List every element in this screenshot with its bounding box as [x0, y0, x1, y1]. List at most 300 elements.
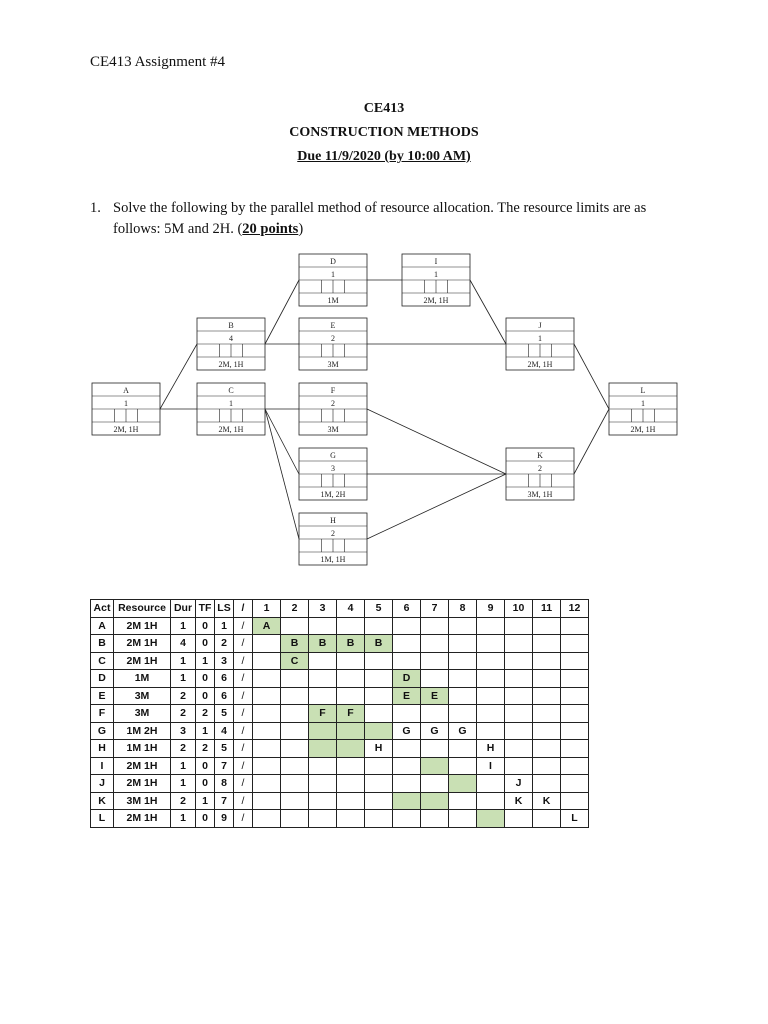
node-label: I	[434, 257, 438, 266]
resource-cell: 3M	[114, 687, 171, 705]
schedule-cell	[505, 722, 533, 740]
question-close: )	[298, 221, 304, 237]
late-start-cell: 2	[215, 635, 234, 653]
node-duration: 2	[538, 464, 542, 473]
late-start-cell: 3	[215, 652, 234, 670]
column-header: 9	[477, 600, 505, 618]
node-duration: 1	[538, 334, 542, 343]
table-row	[91, 757, 589, 775]
column-header: 12	[561, 600, 589, 618]
schedule-cell	[449, 617, 477, 635]
schedule-cell	[561, 792, 589, 810]
schedule-cell	[337, 652, 365, 670]
schedule-cell	[365, 670, 393, 688]
node-label: K	[537, 451, 543, 460]
schedule-cell	[421, 670, 449, 688]
column-header: 10	[505, 600, 533, 618]
schedule-cell: C	[281, 652, 309, 670]
schedule-cell: H	[365, 740, 393, 758]
schedule-cell	[477, 810, 505, 828]
schedule-cell	[253, 687, 281, 705]
duration-cell: 2	[171, 792, 196, 810]
late-start-cell: 5	[215, 705, 234, 723]
schedule-cell	[449, 652, 477, 670]
table-row	[91, 705, 589, 723]
total-float-cell: 2	[196, 740, 215, 758]
late-start-cell: 4	[215, 722, 234, 740]
schedule-cell	[281, 775, 309, 793]
node-label: G	[330, 451, 336, 460]
activity-node-i	[402, 254, 470, 306]
schedule-cell	[421, 617, 449, 635]
column-header: Resource	[114, 600, 171, 618]
question-points: 20 points	[242, 221, 299, 237]
schedule-cell	[309, 810, 337, 828]
column-header: Act	[91, 600, 114, 618]
separator-cell: /	[234, 635, 253, 653]
resource-cell: 1M	[114, 670, 171, 688]
schedule-cell	[365, 757, 393, 775]
assignment-header: CE413 Assignment #4	[90, 54, 226, 70]
node-label: D	[330, 257, 336, 266]
total-float-cell: 0	[196, 617, 215, 635]
column-header: 5	[365, 600, 393, 618]
schedule-cell	[561, 652, 589, 670]
separator-cell: /	[234, 792, 253, 810]
schedule-cell	[449, 705, 477, 723]
schedule-cell	[533, 635, 561, 653]
schedule-cell	[533, 757, 561, 775]
table-row	[91, 722, 589, 740]
schedule-cell	[561, 775, 589, 793]
schedule-cell	[393, 775, 421, 793]
table-row	[91, 792, 589, 810]
column-header: 8	[449, 600, 477, 618]
activity-cell: L	[91, 810, 114, 828]
schedule-cell	[393, 810, 421, 828]
node-resources: 2M, 1H	[527, 360, 553, 369]
schedule-cell	[505, 617, 533, 635]
schedule-cell	[309, 740, 337, 758]
schedule-cell	[505, 652, 533, 670]
schedule-cell	[477, 722, 505, 740]
table-row	[91, 775, 589, 793]
schedule-cell	[533, 775, 561, 793]
node-duration: 1	[434, 270, 438, 279]
schedule-cell	[561, 757, 589, 775]
schedule-cell	[309, 722, 337, 740]
schedule-cell	[365, 617, 393, 635]
total-float-cell: 2	[196, 705, 215, 723]
schedule-cell	[253, 722, 281, 740]
schedule-cell	[533, 722, 561, 740]
column-header: 4	[337, 600, 365, 618]
total-float-cell: 0	[196, 775, 215, 793]
schedule-cell	[309, 670, 337, 688]
question-number: 1.	[90, 200, 101, 216]
activity-node-d	[299, 254, 367, 306]
schedule-cell: J	[505, 775, 533, 793]
schedule-cell	[281, 757, 309, 775]
activity-network-diagram	[0, 240, 768, 570]
schedule-cell	[337, 740, 365, 758]
late-start-cell: 6	[215, 670, 234, 688]
schedule-cell: A	[253, 617, 281, 635]
node-duration: 2	[331, 529, 335, 538]
column-header: 7	[421, 600, 449, 618]
late-start-cell: 8	[215, 775, 234, 793]
edge-B-D	[265, 280, 299, 344]
schedule-cell	[253, 635, 281, 653]
late-start-cell: 1	[215, 617, 234, 635]
schedule-cell	[309, 775, 337, 793]
column-header: 6	[393, 600, 421, 618]
resource-cell: 2M 1H	[114, 635, 171, 653]
resource-cell: 3M	[114, 705, 171, 723]
node-duration: 1	[641, 399, 645, 408]
schedule-cell	[421, 652, 449, 670]
total-float-cell: 1	[196, 792, 215, 810]
activity-node-f	[299, 383, 367, 435]
schedule-cell	[561, 670, 589, 688]
schedule-cell	[505, 757, 533, 775]
table-row	[91, 670, 589, 688]
schedule-cell	[505, 670, 533, 688]
schedule-cell	[253, 792, 281, 810]
schedule-cell	[337, 810, 365, 828]
schedule-cell	[365, 652, 393, 670]
node-label: A	[123, 386, 129, 395]
resource-allocation-table	[90, 599, 589, 828]
table-row	[91, 652, 589, 670]
duration-cell: 1	[171, 617, 196, 635]
schedule-cell	[449, 775, 477, 793]
activity-node-e	[299, 318, 367, 370]
schedule-cell	[505, 635, 533, 653]
node-resources: 1M, 1H	[320, 555, 346, 564]
separator-cell: /	[234, 705, 253, 723]
schedule-cell	[393, 635, 421, 653]
node-duration: 3	[331, 464, 335, 473]
schedule-cell	[365, 705, 393, 723]
node-resources: 2M, 1H	[423, 296, 449, 305]
schedule-cell: D	[393, 670, 421, 688]
schedule-cell	[337, 722, 365, 740]
node-label: B	[228, 321, 234, 330]
schedule-cell: K	[505, 792, 533, 810]
schedule-cell: B	[365, 635, 393, 653]
node-label: H	[330, 516, 336, 525]
node-duration: 4	[229, 334, 233, 343]
schedule-cell	[393, 792, 421, 810]
column-header: 1	[253, 600, 281, 618]
node-resources: 3M, 1H	[527, 490, 553, 499]
activity-cell: D	[91, 670, 114, 688]
schedule-cell	[281, 617, 309, 635]
column-header: 11	[533, 600, 561, 618]
separator-cell: /	[234, 617, 253, 635]
total-float-cell: 0	[196, 635, 215, 653]
schedule-cell	[421, 810, 449, 828]
activity-cell: H	[91, 740, 114, 758]
activity-cell: K	[91, 792, 114, 810]
schedule-cell	[365, 722, 393, 740]
node-resources: 1M	[327, 296, 339, 305]
schedule-cell	[281, 670, 309, 688]
total-float-cell: 0	[196, 810, 215, 828]
schedule-cell	[505, 705, 533, 723]
node-resources: 3M	[327, 425, 339, 434]
activity-cell: C	[91, 652, 114, 670]
total-float-cell: 0	[196, 670, 215, 688]
resource-cell: 1M 2H	[114, 722, 171, 740]
schedule-cell: I	[477, 757, 505, 775]
schedule-cell	[309, 687, 337, 705]
activity-cell: E	[91, 687, 114, 705]
total-float-cell: 1	[196, 722, 215, 740]
schedule-cell	[337, 617, 365, 635]
schedule-cell	[309, 792, 337, 810]
course-title: CE413	[363, 101, 405, 116]
schedule-cell	[253, 740, 281, 758]
resource-cell: 3M 1H	[114, 792, 171, 810]
activity-node-l	[609, 383, 677, 435]
schedule-cell: G	[421, 722, 449, 740]
edge-C-G	[265, 409, 299, 474]
schedule-cell	[393, 617, 421, 635]
due-date: Due 11/9/2020 (by 10:00 AM)	[297, 149, 471, 164]
schedule-cell: E	[393, 687, 421, 705]
schedule-cell	[477, 775, 505, 793]
schedule-cell	[365, 810, 393, 828]
column-header: TF	[196, 600, 215, 618]
schedule-cell	[477, 687, 505, 705]
schedule-cell	[449, 635, 477, 653]
table-row	[91, 740, 589, 758]
duration-cell: 4	[171, 635, 196, 653]
node-label: L	[640, 386, 646, 395]
edge-H-K	[367, 474, 506, 539]
duration-cell: 2	[171, 705, 196, 723]
resource-cell: 2M 1H	[114, 757, 171, 775]
separator-cell: /	[234, 670, 253, 688]
schedule-cell	[449, 757, 477, 775]
total-float-cell: 0	[196, 687, 215, 705]
schedule-cell	[477, 635, 505, 653]
resource-cell: 2M 1H	[114, 617, 171, 635]
schedule-cell	[365, 792, 393, 810]
activity-cell: B	[91, 635, 114, 653]
schedule-cell	[449, 792, 477, 810]
schedule-cell	[337, 687, 365, 705]
schedule-cell	[281, 705, 309, 723]
resource-cell: 1M 1H	[114, 740, 171, 758]
activity-cell: I	[91, 757, 114, 775]
activity-node-g	[299, 448, 367, 500]
schedule-cell	[561, 705, 589, 723]
schedule-cell: E	[421, 687, 449, 705]
node-resources: 2M, 1H	[218, 360, 244, 369]
node-label: F	[330, 386, 336, 395]
schedule-cell	[561, 722, 589, 740]
activity-node-k	[506, 448, 574, 500]
schedule-cell: G	[449, 722, 477, 740]
duration-cell: 3	[171, 722, 196, 740]
total-float-cell: 0	[196, 757, 215, 775]
schedule-cell	[533, 740, 561, 758]
schedule-cell	[477, 617, 505, 635]
schedule-cell	[561, 617, 589, 635]
schedule-cell	[477, 705, 505, 723]
schedule-cell: L	[561, 810, 589, 828]
separator-cell: /	[234, 722, 253, 740]
duration-cell: 2	[171, 740, 196, 758]
schedule-cell	[477, 792, 505, 810]
schedule-cell	[533, 652, 561, 670]
schedule-cell	[253, 652, 281, 670]
activity-cell: G	[91, 722, 114, 740]
schedule-cell	[533, 670, 561, 688]
edge-A-B	[160, 344, 197, 409]
activity-node-b	[197, 318, 265, 370]
schedule-cell	[561, 740, 589, 758]
schedule-cell	[393, 757, 421, 775]
schedule-cell	[505, 740, 533, 758]
schedule-cell	[281, 722, 309, 740]
resource-cell: 2M 1H	[114, 652, 171, 670]
column-header: /	[234, 600, 253, 618]
node-duration: 1	[331, 270, 335, 279]
question-text	[113, 198, 693, 240]
schedule-cell: G	[393, 722, 421, 740]
activity-cell: A	[91, 617, 114, 635]
separator-cell: /	[234, 775, 253, 793]
separator-cell: /	[234, 757, 253, 775]
schedule-cell	[309, 617, 337, 635]
schedule-cell	[253, 705, 281, 723]
separator-cell: /	[234, 810, 253, 828]
node-duration: 1	[229, 399, 233, 408]
column-header: LS	[215, 600, 234, 618]
activity-cell: J	[91, 775, 114, 793]
schedule-cell	[281, 810, 309, 828]
schedule-cell	[253, 757, 281, 775]
schedule-cell	[337, 757, 365, 775]
schedule-cell	[309, 757, 337, 775]
late-start-cell: 6	[215, 687, 234, 705]
schedule-cell	[281, 792, 309, 810]
table-row	[91, 810, 589, 828]
late-start-cell: 5	[215, 740, 234, 758]
schedule-cell	[393, 740, 421, 758]
edge-K-L	[574, 409, 609, 474]
schedule-cell	[477, 652, 505, 670]
duration-cell: 1	[171, 775, 196, 793]
schedule-cell	[449, 670, 477, 688]
table-header-row	[91, 600, 589, 618]
schedule-cell	[449, 810, 477, 828]
question-body: Solve the following by the parallel method of resource allocation. The resource limits are as follows: 5M and 2H. (	[113, 200, 647, 237]
schedule-cell	[505, 687, 533, 705]
duration-cell: 1	[171, 757, 196, 775]
edge-I-J	[470, 280, 506, 344]
schedule-cell	[281, 687, 309, 705]
total-float-cell: 1	[196, 652, 215, 670]
subject-title: CONSTRUCTION METHODS	[289, 125, 479, 140]
schedule-cell	[253, 670, 281, 688]
schedule-cell	[421, 705, 449, 723]
schedule-cell	[393, 705, 421, 723]
duration-cell: 1	[171, 670, 196, 688]
duration-cell: 1	[171, 810, 196, 828]
schedule-cell: B	[337, 635, 365, 653]
schedule-cell	[449, 740, 477, 758]
schedule-cell	[365, 775, 393, 793]
schedule-cell: F	[337, 705, 365, 723]
late-start-cell: 9	[215, 810, 234, 828]
node-resources: 3M	[327, 360, 339, 369]
node-duration: 2	[331, 399, 335, 408]
schedule-cell	[421, 792, 449, 810]
node-label: E	[330, 321, 336, 330]
schedule-cell	[393, 652, 421, 670]
schedule-cell	[253, 810, 281, 828]
table-row	[91, 687, 589, 705]
separator-cell: /	[234, 740, 253, 758]
late-start-cell: 7	[215, 757, 234, 775]
schedule-cell: H	[477, 740, 505, 758]
node-label: J	[538, 321, 542, 330]
schedule-cell	[253, 775, 281, 793]
node-duration: 2	[331, 334, 335, 343]
resource-cell: 2M 1H	[114, 775, 171, 793]
schedule-cell: K	[533, 792, 561, 810]
schedule-cell	[421, 775, 449, 793]
schedule-cell	[533, 617, 561, 635]
schedule-cell	[533, 810, 561, 828]
schedule-cell	[533, 687, 561, 705]
separator-cell: /	[234, 687, 253, 705]
node-duration: 1	[124, 399, 128, 408]
schedule-cell	[561, 687, 589, 705]
activity-node-c	[197, 383, 265, 435]
node-resources: 2M, 1H	[630, 425, 656, 434]
duration-cell: 1	[171, 652, 196, 670]
activity-node-h	[299, 513, 367, 565]
node-resources: 1M, 2H	[320, 490, 346, 499]
schedule-cell	[421, 740, 449, 758]
schedule-cell	[337, 670, 365, 688]
schedule-cell	[337, 792, 365, 810]
separator-cell: /	[234, 652, 253, 670]
resource-cell: 2M 1H	[114, 810, 171, 828]
schedule-cell	[505, 810, 533, 828]
edge-C-H	[265, 409, 299, 539]
table-row	[91, 635, 589, 653]
table-row	[91, 617, 589, 635]
schedule-cell: B	[281, 635, 309, 653]
schedule-cell	[533, 705, 561, 723]
activity-cell: F	[91, 705, 114, 723]
schedule-cell	[365, 687, 393, 705]
node-resources: 2M, 1H	[218, 425, 244, 434]
schedule-cell	[449, 687, 477, 705]
column-header: Dur	[171, 600, 196, 618]
schedule-cell	[421, 757, 449, 775]
schedule-cell: B	[309, 635, 337, 653]
schedule-cell	[421, 635, 449, 653]
schedule-cell	[281, 740, 309, 758]
